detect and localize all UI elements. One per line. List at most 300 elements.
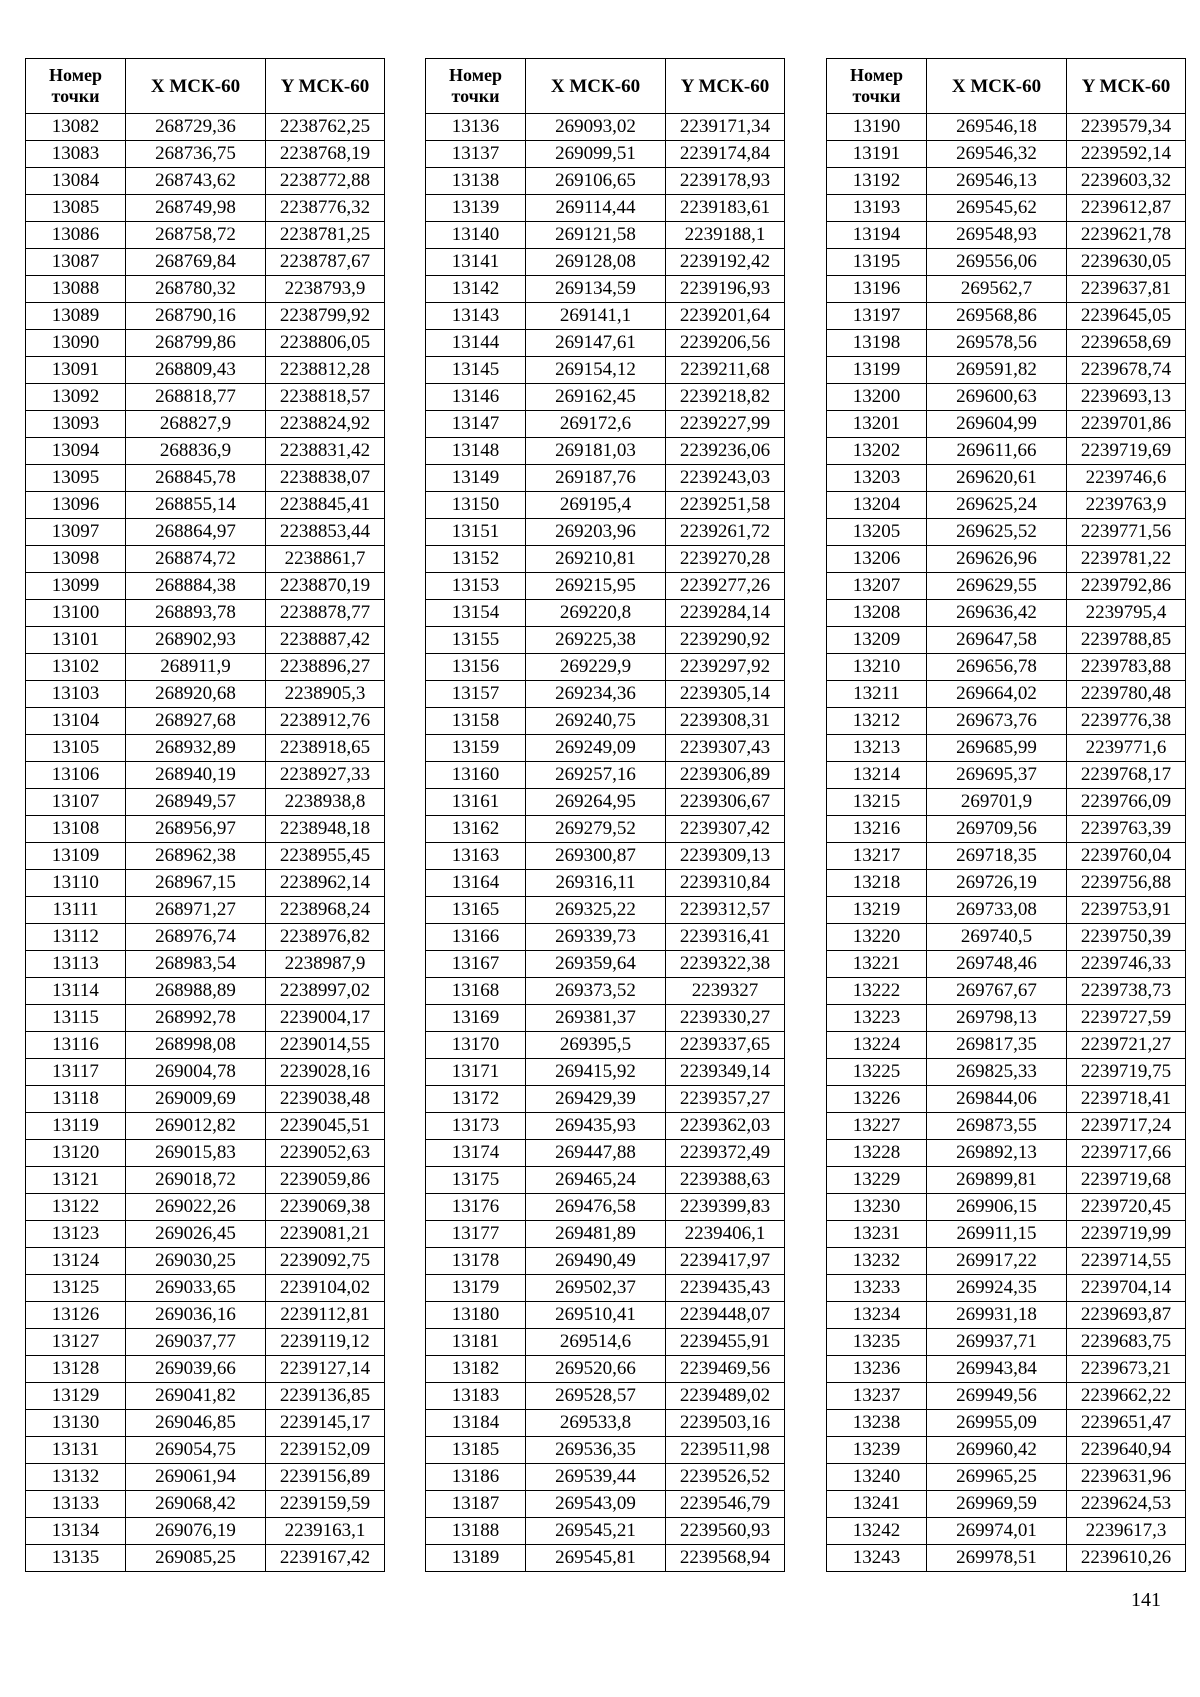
table-row <box>426 600 785 627</box>
point-number-cell: 13179 <box>426 1275 526 1302</box>
table-row <box>827 735 1186 762</box>
y-coordinate-cell: 2238768,19 <box>266 141 385 168</box>
point-number-cell: 13202 <box>827 438 927 465</box>
x-coordinate-cell: 269600,63 <box>927 384 1067 411</box>
x-coordinate-cell: 269359,64 <box>526 951 666 978</box>
point-number-cell: 13172 <box>426 1086 526 1113</box>
table-body <box>26 114 385 1572</box>
point-number-cell: 13242 <box>827 1518 927 1545</box>
y-coordinate-cell: 2239719,99 <box>1067 1221 1186 1248</box>
x-coordinate-cell: 269625,52 <box>927 519 1067 546</box>
point-number-cell: 13111 <box>26 897 126 924</box>
point-number-cell: 13093 <box>26 411 126 438</box>
point-number-cell: 13091 <box>26 357 126 384</box>
point-number-cell: 13155 <box>426 627 526 654</box>
point-number-cell: 13216 <box>827 816 927 843</box>
x-coordinate-cell: 268949,57 <box>126 789 266 816</box>
point-number-cell: 13125 <box>26 1275 126 1302</box>
point-number-cell: 13137 <box>426 141 526 168</box>
point-number-cell: 13220 <box>827 924 927 951</box>
point-number-cell: 13225 <box>827 1059 927 1086</box>
table-row <box>26 1113 385 1140</box>
x-coordinate-cell: 268864,97 <box>126 519 266 546</box>
y-coordinate-cell: 2239579,34 <box>1067 114 1186 141</box>
y-coordinate-cell: 2238962,14 <box>266 870 385 897</box>
point-number-cell: 13098 <box>26 546 126 573</box>
y-coordinate-cell: 2239171,34 <box>666 114 785 141</box>
table-row <box>426 654 785 681</box>
table-row <box>26 573 385 600</box>
x-coordinate-cell: 269718,35 <box>927 843 1067 870</box>
table-row <box>426 114 785 141</box>
y-coordinate-header: Y МСК-60 <box>266 59 385 114</box>
point-number-cell: 13243 <box>827 1545 927 1572</box>
table-row <box>827 195 1186 222</box>
point-number-cell: 13221 <box>827 951 927 978</box>
x-coordinate-cell: 269709,56 <box>927 816 1067 843</box>
point-number-cell: 13235 <box>827 1329 927 1356</box>
x-coordinate-cell: 269539,44 <box>526 1464 666 1491</box>
point-number-cell: 13190 <box>827 114 927 141</box>
point-number-cell: 13205 <box>827 519 927 546</box>
y-coordinate-cell: 2239059,86 <box>266 1167 385 1194</box>
x-coordinate-cell: 269748,46 <box>927 951 1067 978</box>
y-coordinate-cell: 2238938,8 <box>266 789 385 816</box>
point-number-cell: 13211 <box>827 681 927 708</box>
table-row <box>827 1491 1186 1518</box>
x-coordinate-cell: 269114,44 <box>526 195 666 222</box>
table-row <box>26 492 385 519</box>
y-coordinate-cell: 2239640,94 <box>1067 1437 1186 1464</box>
y-coordinate-cell: 2238918,65 <box>266 735 385 762</box>
y-coordinate-cell: 2239284,14 <box>666 600 785 627</box>
table-row <box>827 708 1186 735</box>
x-coordinate-cell: 269533,8 <box>526 1410 666 1437</box>
point-number-cell: 13132 <box>26 1464 126 1491</box>
y-coordinate-cell: 2239127,14 <box>266 1356 385 1383</box>
x-coordinate-cell: 268799,86 <box>126 330 266 357</box>
x-coordinate-cell: 269099,51 <box>526 141 666 168</box>
y-coordinate-cell: 2238818,57 <box>266 384 385 411</box>
x-coordinate-cell: 269187,76 <box>526 465 666 492</box>
y-coordinate-cell: 2239069,38 <box>266 1194 385 1221</box>
point-number-cell: 13087 <box>26 249 126 276</box>
point-number-cell: 13206 <box>827 546 927 573</box>
x-coordinate-cell: 269036,16 <box>126 1302 266 1329</box>
point-number-cell: 13142 <box>426 276 526 303</box>
point-number-cell: 13186 <box>426 1464 526 1491</box>
point-number-cell: 13187 <box>426 1491 526 1518</box>
table-row <box>26 222 385 249</box>
table-row <box>426 438 785 465</box>
table-row <box>827 141 1186 168</box>
x-coordinate-cell: 269220,8 <box>526 600 666 627</box>
x-coordinate-cell: 269033,65 <box>126 1275 266 1302</box>
table-row <box>426 1464 785 1491</box>
table-row <box>827 1059 1186 1086</box>
x-coordinate-cell: 269906,15 <box>927 1194 1067 1221</box>
y-coordinate-cell: 2238887,42 <box>266 627 385 654</box>
y-coordinate-cell: 2239417,97 <box>666 1248 785 1275</box>
x-coordinate-cell: 268911,9 <box>126 654 266 681</box>
x-coordinate-cell: 268976,74 <box>126 924 266 951</box>
y-coordinate-cell: 2239788,85 <box>1067 627 1186 654</box>
table-row <box>827 1032 1186 1059</box>
y-coordinate-cell: 2239307,42 <box>666 816 785 843</box>
point-number-cell: 13217 <box>827 843 927 870</box>
x-coordinate-cell: 269626,96 <box>927 546 1067 573</box>
table-row <box>26 762 385 789</box>
x-coordinate-cell: 269447,88 <box>526 1140 666 1167</box>
point-number-cell: 13152 <box>426 546 526 573</box>
y-coordinate-cell: 2238968,24 <box>266 897 385 924</box>
point-number-cell: 13183 <box>426 1383 526 1410</box>
y-coordinate-cell: 2239159,59 <box>266 1491 385 1518</box>
y-coordinate-cell: 2239455,91 <box>666 1329 785 1356</box>
table-row <box>827 1383 1186 1410</box>
point-number-cell: 13115 <box>26 1005 126 1032</box>
table-row <box>827 654 1186 681</box>
point-number-cell: 13109 <box>26 843 126 870</box>
x-coordinate-cell: 269733,08 <box>927 897 1067 924</box>
table-row <box>827 627 1186 654</box>
table-row <box>827 249 1186 276</box>
table-row <box>26 708 385 735</box>
table-row <box>827 1545 1186 1572</box>
y-coordinate-cell: 2239305,14 <box>666 681 785 708</box>
y-coordinate-cell: 2238831,42 <box>266 438 385 465</box>
x-coordinate-cell: 269481,89 <box>526 1221 666 1248</box>
y-coordinate-cell: 2239004,17 <box>266 1005 385 1032</box>
point-number-cell: 13140 <box>426 222 526 249</box>
y-coordinate-cell: 2238955,45 <box>266 843 385 870</box>
table-row <box>827 600 1186 627</box>
x-coordinate-cell: 269300,87 <box>526 843 666 870</box>
y-coordinate-cell: 2239717,24 <box>1067 1113 1186 1140</box>
table-row <box>426 843 785 870</box>
x-coordinate-cell: 269546,18 <box>927 114 1067 141</box>
y-coordinate-cell: 2239270,28 <box>666 546 785 573</box>
table-row <box>426 1005 785 1032</box>
table-row <box>26 357 385 384</box>
x-coordinate-cell: 269054,75 <box>126 1437 266 1464</box>
y-coordinate-cell: 2238845,41 <box>266 492 385 519</box>
y-coordinate-cell: 2239721,27 <box>1067 1032 1186 1059</box>
point-number-cell: 13085 <box>26 195 126 222</box>
point-number-cell: 13169 <box>426 1005 526 1032</box>
x-coordinate-cell: 269240,75 <box>526 708 666 735</box>
y-coordinate-cell: 2239621,78 <box>1067 222 1186 249</box>
table-row <box>827 1167 1186 1194</box>
y-coordinate-cell: 2239297,92 <box>666 654 785 681</box>
x-coordinate-cell: 269591,82 <box>927 357 1067 384</box>
y-coordinate-cell: 2239192,42 <box>666 249 785 276</box>
table-row <box>426 141 785 168</box>
x-coordinate-cell: 269955,09 <box>927 1410 1067 1437</box>
table-row <box>26 519 385 546</box>
table-row <box>827 1518 1186 1545</box>
y-coordinate-cell: 2239201,64 <box>666 303 785 330</box>
y-coordinate-cell: 2239316,41 <box>666 924 785 951</box>
point-number-cell: 13173 <box>426 1113 526 1140</box>
table-row <box>827 303 1186 330</box>
table-row <box>26 924 385 951</box>
y-coordinate-cell: 2239112,81 <box>266 1302 385 1329</box>
x-coordinate-cell: 268809,43 <box>126 357 266 384</box>
x-coordinate-cell: 269740,5 <box>927 924 1067 951</box>
table-row <box>426 303 785 330</box>
table-row <box>26 1086 385 1113</box>
point-number-cell: 13159 <box>426 735 526 762</box>
y-coordinate-cell: 2239750,39 <box>1067 924 1186 951</box>
y-coordinate-cell: 2239771,6 <box>1067 735 1186 762</box>
x-coordinate-cell: 269543,09 <box>526 1491 666 1518</box>
point-number-cell: 13163 <box>426 843 526 870</box>
y-coordinate-cell: 2239714,55 <box>1067 1248 1186 1275</box>
x-coordinate-cell: 269465,24 <box>526 1167 666 1194</box>
table-row <box>26 303 385 330</box>
y-coordinate-cell: 2239719,69 <box>1067 438 1186 465</box>
point-number-cell: 13237 <box>827 1383 927 1410</box>
header-label-line2: точки <box>51 86 100 106</box>
point-number-cell: 13154 <box>426 600 526 627</box>
point-number-cell: 13194 <box>827 222 927 249</box>
point-number-cell: 13240 <box>827 1464 927 1491</box>
y-coordinate-cell: 2238878,77 <box>266 600 385 627</box>
x-coordinate-cell: 268758,72 <box>126 222 266 249</box>
point-number-cell: 13153 <box>426 573 526 600</box>
x-coordinate-cell: 269279,52 <box>526 816 666 843</box>
table-row <box>426 681 785 708</box>
point-number-cell: 13213 <box>827 735 927 762</box>
table-row <box>827 951 1186 978</box>
table-row <box>26 411 385 438</box>
point-number-cell: 13200 <box>827 384 927 411</box>
x-coordinate-cell: 269701,9 <box>927 789 1067 816</box>
x-coordinate-cell: 268855,14 <box>126 492 266 519</box>
table-row <box>26 168 385 195</box>
x-coordinate-cell: 269545,81 <box>526 1545 666 1572</box>
point-number-cell: 13219 <box>827 897 927 924</box>
y-coordinate-cell: 2239603,32 <box>1067 168 1186 195</box>
table-row <box>26 1383 385 1410</box>
x-coordinate-cell: 269548,93 <box>927 222 1067 249</box>
header-label-line2: точки <box>852 86 901 106</box>
x-coordinate-cell: 268729,36 <box>126 114 266 141</box>
point-number-cell: 13234 <box>827 1302 927 1329</box>
x-coordinate-cell: 269969,59 <box>927 1491 1067 1518</box>
point-number-cell: 13226 <box>827 1086 927 1113</box>
y-coordinate-cell: 2239309,13 <box>666 843 785 870</box>
x-coordinate-cell: 269924,35 <box>927 1275 1067 1302</box>
point-number-cell: 13102 <box>26 654 126 681</box>
y-coordinate-cell: 2238806,05 <box>266 330 385 357</box>
point-number-cell: 13089 <box>26 303 126 330</box>
table-row <box>426 222 785 249</box>
y-coordinate-cell: 2239399,83 <box>666 1194 785 1221</box>
y-coordinate-cell: 2239592,14 <box>1067 141 1186 168</box>
x-coordinate-cell: 269476,58 <box>526 1194 666 1221</box>
table-row <box>26 600 385 627</box>
x-coordinate-cell: 269061,94 <box>126 1464 266 1491</box>
point-number-cell: 13157 <box>426 681 526 708</box>
point-number-cell: 13174 <box>426 1140 526 1167</box>
table-row <box>827 1464 1186 1491</box>
point-number-cell: 13195 <box>827 249 927 276</box>
table-row <box>426 330 785 357</box>
point-number-cell: 13096 <box>26 492 126 519</box>
table-row <box>426 546 785 573</box>
point-number-cell: 13108 <box>26 816 126 843</box>
point-number-cell: 13084 <box>26 168 126 195</box>
point-number-cell: 13094 <box>26 438 126 465</box>
y-coordinate-cell: 2239104,02 <box>266 1275 385 1302</box>
point-number-cell: 13207 <box>827 573 927 600</box>
point-number-cell: 13177 <box>426 1221 526 1248</box>
y-coordinate-cell: 2238824,92 <box>266 411 385 438</box>
y-coordinate-cell: 2238896,27 <box>266 654 385 681</box>
point-number-header <box>827 59 927 114</box>
y-coordinate-cell: 2239746,33 <box>1067 951 1186 978</box>
y-coordinate-cell: 2239357,27 <box>666 1086 785 1113</box>
y-coordinate-cell: 2239719,75 <box>1067 1059 1186 1086</box>
y-coordinate-cell: 2239526,52 <box>666 1464 785 1491</box>
x-coordinate-cell: 269514,6 <box>526 1329 666 1356</box>
y-coordinate-cell: 2238912,76 <box>266 708 385 735</box>
x-coordinate-cell: 269128,08 <box>526 249 666 276</box>
x-coordinate-cell: 269141,1 <box>526 303 666 330</box>
point-number-cell: 13126 <box>26 1302 126 1329</box>
x-coordinate-cell: 269229,9 <box>526 654 666 681</box>
point-number-cell: 13114 <box>26 978 126 1005</box>
table-row <box>426 168 785 195</box>
table-row <box>827 222 1186 249</box>
y-coordinate-cell: 2239683,75 <box>1067 1329 1186 1356</box>
x-coordinate-cell: 269825,33 <box>927 1059 1067 1086</box>
table-row <box>26 816 385 843</box>
point-number-cell: 13238 <box>827 1410 927 1437</box>
x-coordinate-cell: 269435,93 <box>526 1113 666 1140</box>
point-number-cell: 13158 <box>426 708 526 735</box>
point-number-cell: 13188 <box>426 1518 526 1545</box>
y-coordinate-cell: 2239637,81 <box>1067 276 1186 303</box>
table-row <box>827 1356 1186 1383</box>
x-coordinate-cell: 268902,93 <box>126 627 266 654</box>
y-coordinate-cell: 2239693,87 <box>1067 1302 1186 1329</box>
table-row <box>827 1329 1186 1356</box>
y-coordinate-cell: 2238976,82 <box>266 924 385 951</box>
y-coordinate-cell: 2239631,96 <box>1067 1464 1186 1491</box>
x-coordinate-cell: 269931,18 <box>927 1302 1067 1329</box>
y-coordinate-cell: 2239645,05 <box>1067 303 1186 330</box>
point-number-cell: 13138 <box>426 168 526 195</box>
table-row <box>426 465 785 492</box>
point-number-header <box>26 59 126 114</box>
x-coordinate-cell: 269892,13 <box>927 1140 1067 1167</box>
y-coordinate-cell: 2239243,03 <box>666 465 785 492</box>
point-number-cell: 13145 <box>426 357 526 384</box>
table-row <box>26 897 385 924</box>
y-coordinate-cell: 2238799,92 <box>266 303 385 330</box>
x-coordinate-cell: 269502,37 <box>526 1275 666 1302</box>
x-coordinate-cell: 269604,99 <box>927 411 1067 438</box>
x-coordinate-cell: 269018,72 <box>126 1167 266 1194</box>
point-number-cell: 13223 <box>827 1005 927 1032</box>
point-number-cell: 13227 <box>827 1113 927 1140</box>
y-coordinate-cell: 2239337,65 <box>666 1032 785 1059</box>
point-number-cell: 13135 <box>26 1545 126 1572</box>
x-coordinate-cell: 269620,61 <box>927 465 1067 492</box>
table-row <box>827 519 1186 546</box>
point-number-cell: 13209 <box>827 627 927 654</box>
point-number-cell: 13148 <box>426 438 526 465</box>
table-row <box>827 114 1186 141</box>
table-row <box>827 978 1186 1005</box>
table-body <box>426 114 785 1572</box>
x-coordinate-cell: 269395,5 <box>526 1032 666 1059</box>
y-coordinate-cell: 2239251,58 <box>666 492 785 519</box>
table-row <box>426 708 785 735</box>
y-coordinate-cell: 2239327 <box>666 978 785 1005</box>
table-row <box>426 384 785 411</box>
x-coordinate-cell: 269046,85 <box>126 1410 266 1437</box>
x-coordinate-cell: 268743,62 <box>126 168 266 195</box>
table-row <box>426 492 785 519</box>
x-coordinate-cell: 269695,37 <box>927 762 1067 789</box>
table-row <box>426 357 785 384</box>
y-coordinate-cell: 2239312,57 <box>666 897 785 924</box>
x-coordinate-cell: 269076,19 <box>126 1518 266 1545</box>
x-coordinate-cell: 269373,52 <box>526 978 666 1005</box>
table-row <box>426 924 785 951</box>
y-coordinate-cell: 2239261,72 <box>666 519 785 546</box>
table-row <box>26 1518 385 1545</box>
table-row <box>827 276 1186 303</box>
table-row <box>426 1248 785 1275</box>
x-coordinate-cell: 269767,67 <box>927 978 1067 1005</box>
x-coordinate-cell: 268827,9 <box>126 411 266 438</box>
x-coordinate-cell: 269004,78 <box>126 1059 266 1086</box>
table-row <box>426 519 785 546</box>
x-coordinate-cell: 269106,65 <box>526 168 666 195</box>
x-coordinate-cell: 268920,68 <box>126 681 266 708</box>
y-coordinate-cell: 2238793,9 <box>266 276 385 303</box>
y-coordinate-cell: 2239763,9 <box>1067 492 1186 519</box>
x-coordinate-cell: 268971,27 <box>126 897 266 924</box>
x-coordinate-cell: 269798,13 <box>927 1005 1067 1032</box>
y-coordinate-cell: 2239196,93 <box>666 276 785 303</box>
y-coordinate-cell: 2239136,85 <box>266 1383 385 1410</box>
y-coordinate-cell: 2239658,69 <box>1067 330 1186 357</box>
y-coordinate-cell: 2239014,55 <box>266 1032 385 1059</box>
point-number-cell: 13129 <box>26 1383 126 1410</box>
point-number-header <box>426 59 526 114</box>
x-coordinate-cell: 269685,99 <box>927 735 1067 762</box>
x-coordinate-cell: 269726,19 <box>927 870 1067 897</box>
table-row <box>26 195 385 222</box>
x-coordinate-cell: 269873,55 <box>927 1113 1067 1140</box>
point-number-cell: 13121 <box>26 1167 126 1194</box>
table-row <box>26 141 385 168</box>
point-number-cell: 13139 <box>426 195 526 222</box>
y-coordinate-cell: 2238772,88 <box>266 168 385 195</box>
point-number-cell: 13103 <box>26 681 126 708</box>
point-number-cell: 13196 <box>827 276 927 303</box>
x-coordinate-cell: 269965,25 <box>927 1464 1067 1491</box>
x-coordinate-cell: 268962,38 <box>126 843 266 870</box>
point-number-cell: 13162 <box>426 816 526 843</box>
y-coordinate-cell: 2238812,28 <box>266 357 385 384</box>
